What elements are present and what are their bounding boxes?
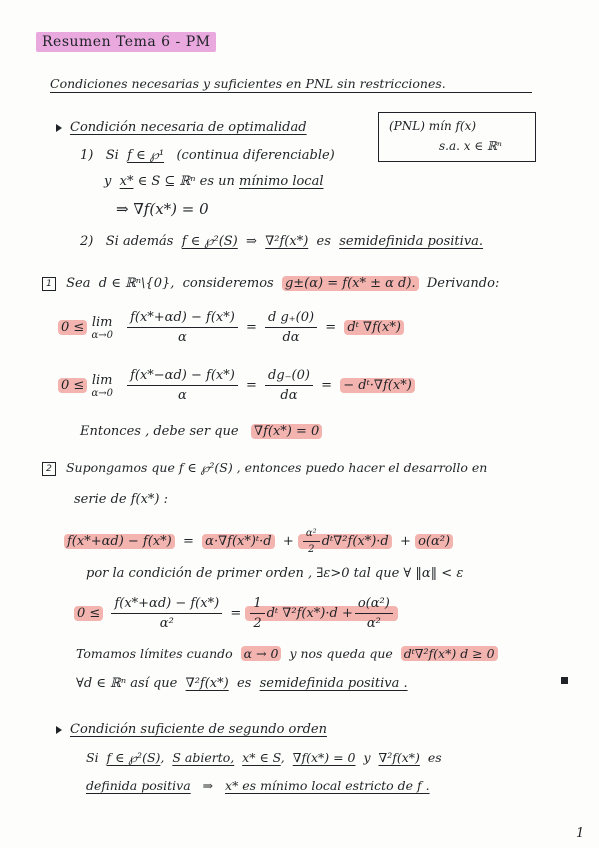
limits-d: dᵗ∇²f(x*) d ≥ 0: [401, 646, 498, 661]
condition-1-minimo: mínimo local: [239, 174, 324, 189]
condition-2: [80, 234, 483, 249]
condition-1-y: y: [104, 174, 112, 189]
page-title-text: Resumen Tema 6 - PM: [36, 32, 216, 52]
eq-1-eq: =: [245, 320, 257, 335]
eq-1-lim: lim: [91, 314, 113, 330]
eq-1-eq-2: =: [325, 320, 337, 335]
condition-1-text-b: (continua diferenciable): [176, 148, 335, 163]
condition-1: [80, 148, 335, 163]
suff-y: y: [363, 750, 371, 765]
taylor-term-3: o(α²): [415, 534, 453, 549]
condition-1-x: x*: [119, 174, 134, 189]
condition-1-f: f ∈ ℘¹: [127, 148, 165, 163]
condition-2-hess: ∇²f(x*): [265, 234, 309, 249]
proof-1-sea: Sea: [66, 276, 91, 291]
forall-b: ∇²f(x*): [185, 676, 229, 691]
proof-2-serie: serie de f(x*) :: [74, 492, 169, 507]
eq-2-num: f(x*−αd) − f(x*): [127, 368, 238, 386]
proof-2-half-num: 1: [250, 596, 264, 614]
suff-arrow: ⇒: [202, 778, 214, 793]
forall-a: ∀d ∈ ℝⁿ así que: [76, 676, 178, 691]
taylor-plus-2: +: [400, 534, 411, 549]
condition-2-semi: semidefinida positiva.: [339, 234, 484, 249]
eq-1-num-2: d g₊(0): [265, 310, 317, 328]
page-title: [36, 30, 250, 54]
suff-si: Si: [86, 750, 99, 765]
proof-2-number: 2: [42, 462, 56, 476]
eq-2-result: − dᵗ·∇f(x*): [340, 378, 415, 393]
forall-d: semidefinida positiva .: [259, 676, 408, 691]
proof-2-half-den: 2: [253, 616, 262, 631]
proof-1-number: 1: [42, 277, 56, 291]
necessary-heading-text: Condición necesaria de optimalidad: [70, 120, 307, 135]
proof-1-derivando: Derivando:: [426, 276, 500, 291]
proof-2-num: f(x*+αd) − f(x*): [111, 596, 222, 614]
eq-1-frac: [127, 310, 238, 345]
suff-hess: ∇²f(x*): [378, 750, 420, 765]
necessary-heading: [56, 120, 307, 135]
proof-1-intro: [42, 276, 499, 291]
proof-2-den: α²: [159, 616, 174, 631]
eq-1-lim-sub: α→0: [91, 329, 113, 341]
condition-2-es: es: [316, 234, 331, 249]
proof-1-conclusion: [80, 424, 322, 439]
suff-grad: ∇f(x*) = 0: [292, 750, 356, 765]
pnl-line-1: (PNL) mín f(x): [389, 119, 477, 133]
sufficient-line-1: [86, 750, 442, 765]
forall-line: [76, 676, 408, 691]
taylor-frac-den: 2: [308, 544, 315, 555]
suff-comma: ,: [160, 750, 165, 765]
condition-1-cont: [104, 174, 324, 189]
eq-2-left: 0 ≤: [58, 378, 87, 393]
taylor-frac-num: α²: [303, 528, 320, 542]
proof-2-o-den: α²: [366, 616, 381, 631]
eq-1-den: α: [178, 330, 187, 345]
eq-2-eq-2: =: [321, 378, 332, 393]
proof-1-eq-1: [58, 310, 404, 345]
proof-1-d: d ∈ ℝⁿ\{0},: [98, 276, 175, 291]
suff-conclusion: x* es mínimo local estricto de f .: [225, 778, 430, 793]
sufficient-line-2: [86, 778, 430, 793]
proof-2-intro: [42, 460, 487, 476]
proof-2-o-frac: [355, 596, 393, 631]
eq-1-num: f(x*+αd) − f(x*): [127, 310, 238, 328]
limits-c: y nos queda que: [289, 646, 393, 661]
condition-1-set: ∈ S ⊆ ℝⁿ es un: [137, 174, 235, 189]
eq-2-den-2: dα: [280, 388, 298, 403]
condition-1-text-a: Si: [105, 148, 119, 163]
eq-1-left: 0 ≤: [58, 320, 87, 335]
eq-1-result: dᵗ ∇f(x*): [344, 320, 404, 335]
limits-b: α → 0: [241, 646, 282, 661]
eq-1-den-2: dα: [282, 330, 300, 345]
bullet-arrow-icon: [56, 124, 62, 132]
page-number: 1: [576, 826, 585, 841]
proof-1-eq-2: [58, 368, 415, 403]
proof-2-eq-left: 0 ≤: [74, 606, 103, 621]
proof-2-eq-sign: =: [230, 606, 242, 621]
forall-c: es: [236, 676, 252, 691]
proof-1-consider: consideremos: [182, 276, 274, 291]
eq-2-lim-sub: α→0: [91, 387, 113, 399]
eq-1-frac-2: [265, 310, 317, 345]
qed-square-icon: [561, 677, 568, 684]
eq-2-limit: [91, 373, 113, 399]
taylor-plus: +: [282, 534, 294, 549]
condition-1-label: 1): [80, 148, 94, 163]
eq-2-frac-2: [265, 368, 313, 403]
condition-1-implication: ⇒ ∇f(x*) = 0: [116, 200, 209, 218]
condition-2-text-a: Si además: [105, 234, 174, 249]
eq-2-num-2: dg₋(0): [265, 368, 313, 386]
pnl-line-2: s.a. x ∈ ℝⁿ: [439, 139, 502, 153]
eq-2-frac: [127, 368, 238, 403]
proof-2-frac: [111, 596, 222, 631]
eq-2-eq: =: [245, 378, 257, 393]
taylor-term-1: α·∇f(x*)ᵗ·d: [202, 534, 274, 549]
proof-2-rhs: [245, 596, 397, 631]
taylor-eq: =: [183, 534, 194, 549]
eq-2-lim: lim: [91, 372, 113, 388]
section-title: Condiciones necesarias y suficientes en PNL sin restricciones.: [50, 76, 532, 93]
suff-f: f ∈ ℘²(S): [106, 750, 161, 765]
proof-2-text-a: Supongamos que f ∈ ℘²(S) , entonces puedo hacer el desarrollo en: [65, 460, 488, 475]
taylor-term-2-body: dᵗ∇²f(x*)·d: [321, 534, 389, 549]
proof-2-half: [250, 596, 264, 631]
suff-comma-2: ,: [280, 750, 285, 765]
proof-2-mid: dᵗ ∇²f(x*)·d +: [266, 606, 353, 621]
sufficient-heading-text: Condición suficiente de segundo orden: [70, 722, 327, 737]
condition-2-label: 2): [80, 234, 94, 249]
condition-2-arrow: ⇒: [246, 234, 257, 249]
suff-definida: definida positiva: [86, 778, 191, 793]
pnl-definition-box: [378, 112, 536, 162]
suff-x: x* ∈ S: [242, 750, 281, 765]
limits-line: [76, 646, 498, 661]
sufficient-heading: [56, 722, 327, 737]
first-order-note: por la condición de primer orden , ∃ε>0 tal que ∀ ‖α‖ < ε: [86, 566, 464, 581]
conclusion-result: ∇f(x*) = 0: [251, 424, 322, 439]
proof-1-g: g±(α) = f(x* ± α d).: [282, 276, 419, 291]
taylor-expansion: [64, 528, 453, 555]
taylor-term-2: [298, 528, 392, 555]
taylor-frac: [303, 528, 320, 555]
eq-2-den: α: [178, 388, 187, 403]
proof-2-o-num: o(α²): [355, 596, 393, 614]
taylor-lhs: f(x*+αd) − f(x*): [64, 534, 175, 549]
condition-2-f: f ∈ ℘²(S): [181, 234, 238, 249]
eq-1-limit: [91, 315, 113, 341]
proof-2-eq: [74, 596, 398, 631]
bullet-arrow-icon-2: [56, 726, 62, 734]
suff-s-abierto: S abierto,: [172, 750, 235, 765]
conclusion-text: Entonces , debe ser que: [80, 424, 239, 439]
limits-a: Tomamos límites cuando: [76, 646, 233, 661]
suff-es: es: [427, 750, 442, 765]
